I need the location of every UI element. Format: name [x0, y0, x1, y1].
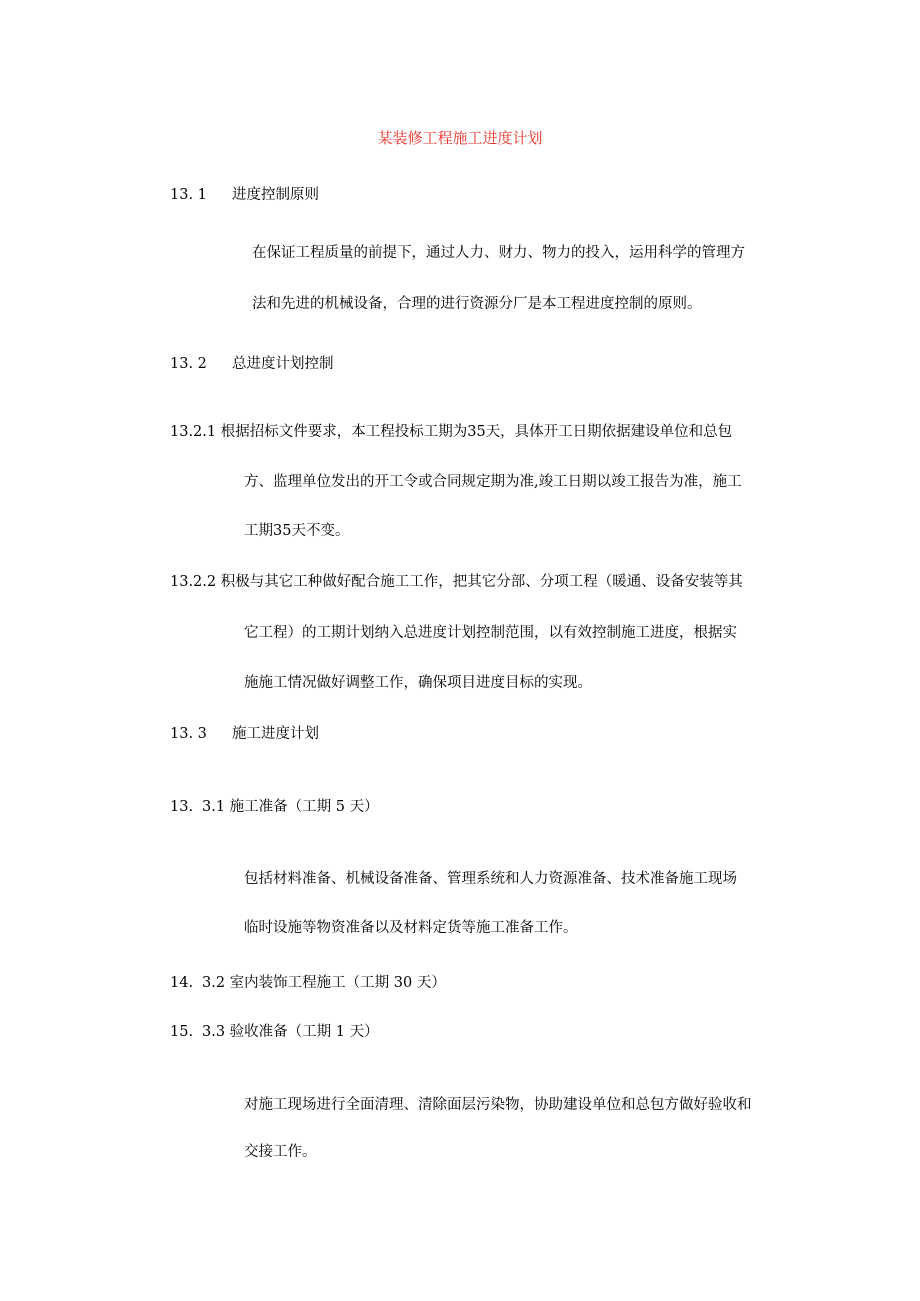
- paragraph-line: 包括材料准备、机械设备准备、管理系统和人力资源准备、技术准备施工现场: [244, 871, 737, 887]
- paragraph-line: 临时设施等物资准备以及材料定货等施工准备工作。: [244, 920, 578, 936]
- paragraph-line: 交接工作。: [244, 1144, 317, 1160]
- list-number: 15.: [170, 1024, 194, 1040]
- subsection-title: 3.3 验收准备（工期 1 天）: [202, 1024, 379, 1040]
- section-title: 进度控制原则: [232, 187, 319, 203]
- paragraph-line: 施施工情况做好调整工作，确保项目进度目标的实现。: [244, 675, 592, 691]
- section-heading-13-2: [170, 354, 334, 374]
- section-number: 13. 2: [170, 356, 207, 372]
- subsection-heading-3-3: [170, 1022, 379, 1042]
- section-number: 13. 1: [170, 187, 207, 203]
- subsection-heading-3-2: [170, 973, 446, 993]
- paragraph-line: 它工程）的工期计划纳入总进度计划控制范围，以有效控制施工进度，根据实: [244, 625, 737, 641]
- paragraph-line: 对施工现场进行全面清理、清除面层污染物，协助建设单位和总包方做好验收和: [244, 1097, 752, 1113]
- list-number: 14.: [170, 975, 194, 991]
- section-heading-13-3: [170, 724, 319, 744]
- section-title: 总进度计划控制: [232, 356, 334, 372]
- subsection-title: 3.2 室内装饰工程施工（工期 30 天）: [202, 975, 446, 991]
- document-title: 某装修工程施工进度计划: [377, 129, 543, 147]
- paragraph-line: 法和先进的机械设备，合理的进行资源分厂是本工程进度控制的原则。: [252, 296, 702, 312]
- section-title: 施工进度计划: [232, 726, 319, 742]
- paragraph-line: 13.2.2 积极与其它工种做好配合施工工作，把其它分部、分项工程（暖通、设备安装等其: [170, 574, 743, 590]
- list-number: 13.: [170, 799, 194, 815]
- subsection-title: 3.1 施工准备（工期 5 天）: [202, 799, 379, 815]
- paragraph-line: 工期35天不变。: [244, 523, 350, 539]
- section-heading-13-1: [170, 185, 319, 205]
- section-number: 13. 3: [170, 726, 207, 742]
- subsection-heading-3-1: [170, 797, 379, 817]
- paragraph-line: 13.2.1 根据招标文件要求，本工程投标工期为35天，具体开工日期依据建设单位和总包: [170, 424, 733, 440]
- paragraph-line: 方、监理单位发出的开工令或合同规定期为准,竣工日期以竣工报告为准，施工: [244, 474, 742, 490]
- paragraph-line: 在保证工程质量的前提下，通过人力、财力、物力的投入，运用科学的管理方: [252, 245, 745, 261]
